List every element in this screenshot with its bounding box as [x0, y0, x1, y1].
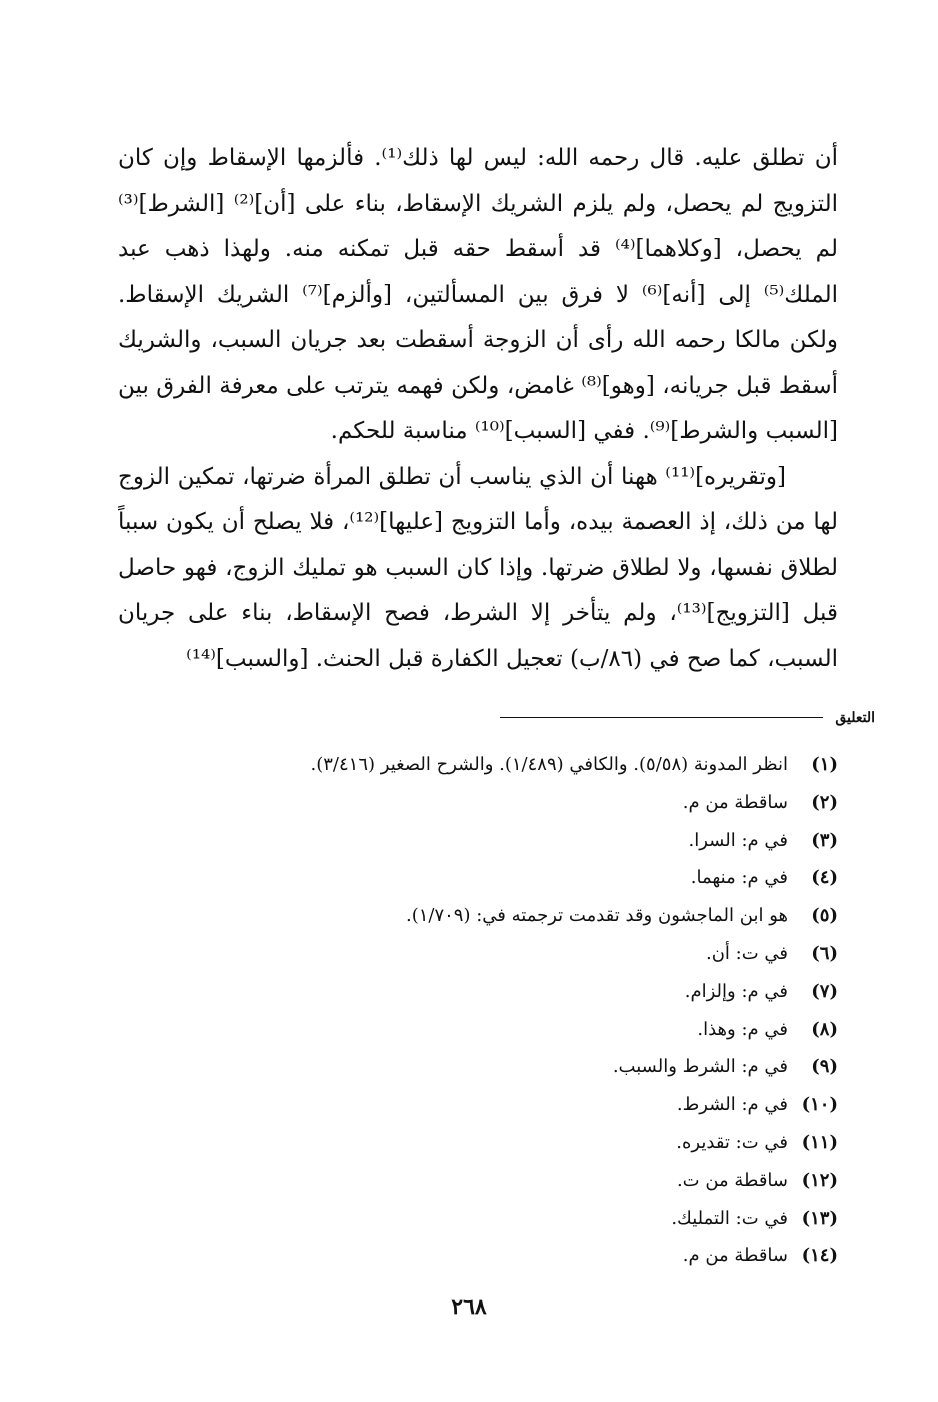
footnote-number: (٥) — [811, 905, 838, 927]
footnote-item — [218, 1237, 838, 1275]
footnote-text: في ت: أن. — [705, 942, 788, 964]
footnote-item — [218, 822, 838, 860]
footnote-number: (٩) — [811, 1056, 838, 1078]
footnote-text: في م: الشرط والسبب. — [612, 1056, 788, 1078]
footnote-item — [218, 746, 838, 784]
footnote-item — [218, 859, 838, 897]
footnotes-label: التعليق — [835, 710, 875, 726]
footnote-item — [218, 1124, 838, 1162]
footnote-item — [218, 1048, 838, 1086]
footnote-text: في م: وإلزام. — [684, 980, 788, 1002]
footnote-text: في م: السرا. — [688, 829, 788, 851]
footnote-item — [218, 1162, 838, 1200]
footnote-text: ساقطة من ت. — [676, 1169, 788, 1191]
footnote-number: (١١) — [801, 1131, 838, 1153]
main-text — [118, 136, 838, 682]
footnote-item — [218, 1011, 838, 1049]
footnote-text: ساقطة من م. — [682, 791, 788, 813]
footnote-text: في ت: تقديره. — [676, 1131, 788, 1153]
footnote-number: (٢) — [811, 791, 838, 813]
footnote-text: في م: وهذا. — [697, 1018, 788, 1040]
footnote-item — [218, 784, 838, 822]
footnote-separator — [500, 709, 875, 727]
footnote-text: في ت: التمليك. — [671, 1207, 788, 1229]
footnote-item — [218, 1086, 838, 1124]
paragraph-2: [وتقريره]⁽¹¹⁾ ههنا أن الذي يناسب أن تطلق المرأة ضرتها، تمكين الزوج لها من ذلك، إذ العصمة بيده، وأما التزويج [عليها]⁽¹²⁾، فلا يصلح أن يكون سبباً لطلاق نفسها، ولا لطلاق ضرتها. وإذا كان السبب هو تمليك الزوج، فهو حاصل قبل [التزويج]⁽¹³⁾، ولم يتأخر إلا الشرط، فصح الإسقاط، بناء على جريان السبب، كما صح في (٨٦/ب) تعجيل الكفارة قبل الحنث. [والسبب]⁽¹⁴⁾ — [118, 463, 838, 672]
footnote-text: هو ابن الماجشون وقد تقدمت ترجمته في: (١/٧٠٩). — [405, 905, 788, 927]
separator-rule — [500, 717, 823, 718]
footnote-number: (١٤) — [801, 1245, 838, 1267]
footnote-item — [218, 973, 838, 1011]
paragraph-1: أن تطلق عليه. قال رحمه الله: ليس لها ذلك⁽¹⁾. فألزمها الإسقاط وإن كان التزويج لم يحصل، ولم يلزم الشريك الإسقاط، بناء على [أن]⁽²⁾ [الشرط]⁽³⁾ لم يحصل، [وكلاهما]⁽⁴⁾ قد أسقط حقه قبل تمكنه منه. ولهذا ذهب عبد الملك⁽⁵⁾ إلى [أنه]⁽⁶⁾ لا فرق بين المسألتين، [وألزم]⁽⁷⁾ الشريك الإسقاط. ولكن مالكا رحمه الله رأى أن الزوجة أسقطت بعد جريان السبب، والشريك أسقط قبل جريانه، [وهو]⁽⁸⁾ غامض، ولكن فهمه يترتب على معرفة الفرق بين [السبب والشرط]⁽⁹⁾. ففي [السبب]⁽¹⁰⁾ مناسبة للحكم. — [118, 145, 839, 444]
page-number: ٢٦٨ — [451, 1294, 487, 1320]
footnote-number: (١٢) — [801, 1169, 838, 1191]
footnote-number: (١) — [811, 754, 838, 775]
footnote-number: (١٠) — [801, 1094, 838, 1116]
footnote-text: ساقطة من م. — [682, 1245, 788, 1267]
footnotes-list — [218, 746, 838, 1275]
footnote-item — [218, 935, 838, 973]
footnote-number: (٧) — [811, 980, 838, 1002]
footnote-number: (٤) — [811, 867, 838, 889]
footnote-number: (٦) — [811, 942, 838, 964]
footnote-item — [218, 1200, 838, 1238]
footnote-text: انظر المدونة (٥/٥٨). والكافي (١/٤٨٩). والشرح الصغير (٣/٤١٦). — [310, 754, 788, 775]
footnote-number: (٣) — [811, 829, 838, 851]
footnote-text: في م: الشرط. — [676, 1094, 788, 1116]
footnote-text: في م: منهما. — [690, 867, 788, 889]
footnote-number: (١٣) — [801, 1207, 838, 1229]
footnote-number: (٨) — [811, 1018, 838, 1040]
footnote-item — [218, 897, 838, 935]
